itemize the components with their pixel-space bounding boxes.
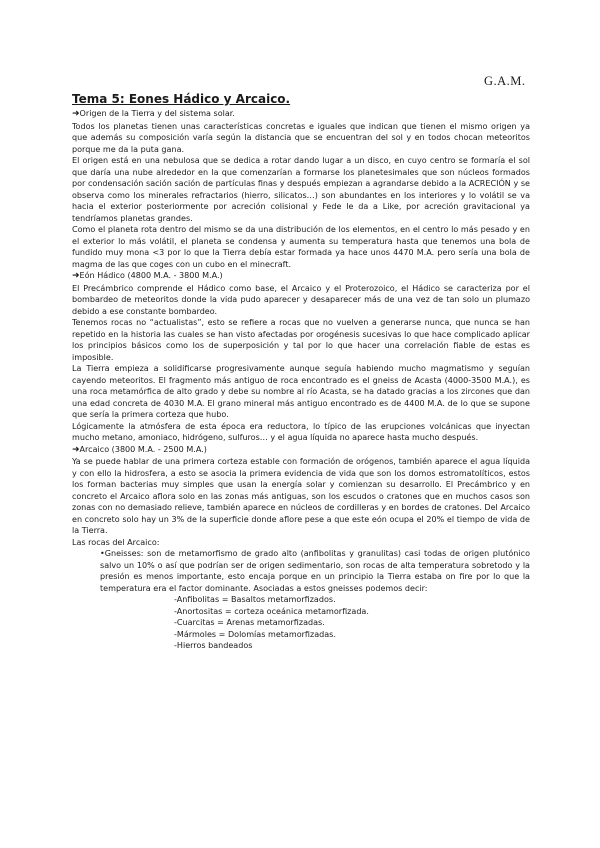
list-item: -Anfibolitas = Basaltos metamorfizados. [174, 595, 336, 604]
arrow-right-icon: ➜ [72, 271, 80, 281]
section-heading-text: Eón Hádico (4800 M.A. - 3800 M.A.) [79, 271, 223, 280]
section-heading-text: Origen de la Tierra y del sistema solar. [79, 109, 235, 118]
list-item: -Mármoles = Dolomías metamorfizadas. [174, 629, 336, 639]
document-body [72, 92, 530, 652]
page-title: Tema 5: Eones Hádico y Arcaico. [72, 92, 291, 106]
paragraph: El origen está en una nebulosa que se dedica a rotar dando lugar a un disco, en cuyo centro se formaría el sol que daría una nube alrededor en la que comenzarían a formarse los planetesimales que son núcleos formados por condensación sación sación de partículas finas y después empiezan a agrandarse debido a la ACRECIÓN y se observa como los minerales refractarios (hierro, silicatos…) son abundantes en los interiores y lo volátil se va hacia el exterior posteriormente por acreción colisional y Fede le da a Like, por acreción gravitacional ya tendríamos planetas grandes. [72, 156, 530, 223]
paragraph: El Precámbrico comprende el Hádico como base, el Arcaico y el Proterozoico, el Hádico se caracteriza por el bombardeo de meteoritos donde la vida pudo aparecer y desaparecer más de una vez de tan solo un plumazo debido a ese constante bombardeo. [72, 283, 530, 316]
gneisses-paragraph: •Gneisses: son de metamorfismo de grado alto (anfibolitas y granulitas) casi todas de origen plutónico salvo un 10% o así que podrían ser de origen sedimentario, son rocas de alta temperatura sobretodo y la presión es menos importante, esto encaja porque en un principio la Tierra estaba on fire por lo que la temperatura era el factor dominante. Asociadas a estos gneisses podemos decir: [100, 549, 530, 593]
paragraph: Lógicamente la atmósfera de esta época era reductora, lo típico de las erupciones volcánicas que inyectan mucho metano, amoniaco, hidrógeno, sulfuros… y el agua líquida no aparece hasta mucho después. [72, 421, 530, 442]
paragraph: Las rocas del Arcaico: [72, 537, 160, 547]
section-heading-hadic [72, 270, 530, 283]
rock-varieties-list [174, 594, 530, 652]
section-heading-origin [72, 108, 530, 121]
arrow-right-icon: ➜ [72, 444, 80, 455]
paragraph: La Tierra empieza a solidificarse progresivamente aunque seguía habiendo mucho magmatismo y seguían cayendo meteoritos. El fragmento más antiguo de roca encontrado es el gneiss de Acasta (4000-3500 M.A.), es una roca metamórfica de alto grado y debe su nombre al río Acasta, se ha datado gracias a los zircones que dan una edad concreta de 4030 M.A. El grano mineral más antiguo encontrado es de 4400 M.A. de lo que se supone que sería la primera corteza que hubo. [72, 364, 530, 419]
paragraph: Ya se puede hablar de una primera corteza estable con formación de orógenos, también aparece el agua líquida y con ello la hidrosfera, a esto se asocia la primera evidencia de vida que son los domos estromatolíticos, estos los forman bacterias muy simples que usan la energía solar y comienzan su desarrollo. El Precámbrico y en concreto el Arcaico aflora solo en las zonas más antiguas, son los escudos o cratones que en muchos casos son zonas con no demasiado relieve, también aparece en núcleos de cordilleras y en bordes de cratones. Del Arcaico en concreto solo hay un 3% de la superficie donde aflore pese a que este eón ocupa el 20% el tiempo de vida de la Tierra. [72, 457, 530, 535]
list-item: -Cuarcitas = Arenas metamorfizadas. [174, 618, 325, 627]
gneisses-block [100, 548, 530, 652]
paragraph: Tenemos rocas no “actualistas”, esto se refiere a rocas que no vuelven a generarse nunca, que nunca se han repetido en la historia las cuales se han visto afectadas por orogénesis sucesivas lo que hace complicado aplicar los principios básicos como los de superposición y tal por lo que hacer una correlación fiable de estas es imposible. [72, 318, 530, 362]
list-item: -Anortositas = corteza oceánica metamorfizada. [174, 606, 369, 616]
section-heading-archean [72, 444, 530, 457]
author-initials: G.A.M. [484, 74, 526, 88]
list-item: -Hierros bandeados [174, 641, 253, 650]
paragraph: Todos los planetas tienen unas características concretas e iguales que indican que tienen el mismo origen ya que además su composición varía según la distancia que se encuentran del sol y en todos chocan meteoritos porque me da la puta gana. [72, 121, 530, 154]
section-heading-text: Arcaico (3800 M.A. - 2500 M.A.) [79, 444, 207, 454]
paragraph: Como el planeta rota dentro del mismo se da una distribución de los elementos, en el centro lo más pesado y en el exterior lo más volátil, el planeta se condensa y aumenta su temperatura hasta que tenemos una bola de fundido muy mona <3 por lo que la Tierra debía estar formada ya hace unos 4470 M.A. pero sería una bola de magma de las que coges con un cubo en el minecraft. [72, 225, 530, 269]
arrow-right-icon: ➜ [72, 109, 80, 119]
